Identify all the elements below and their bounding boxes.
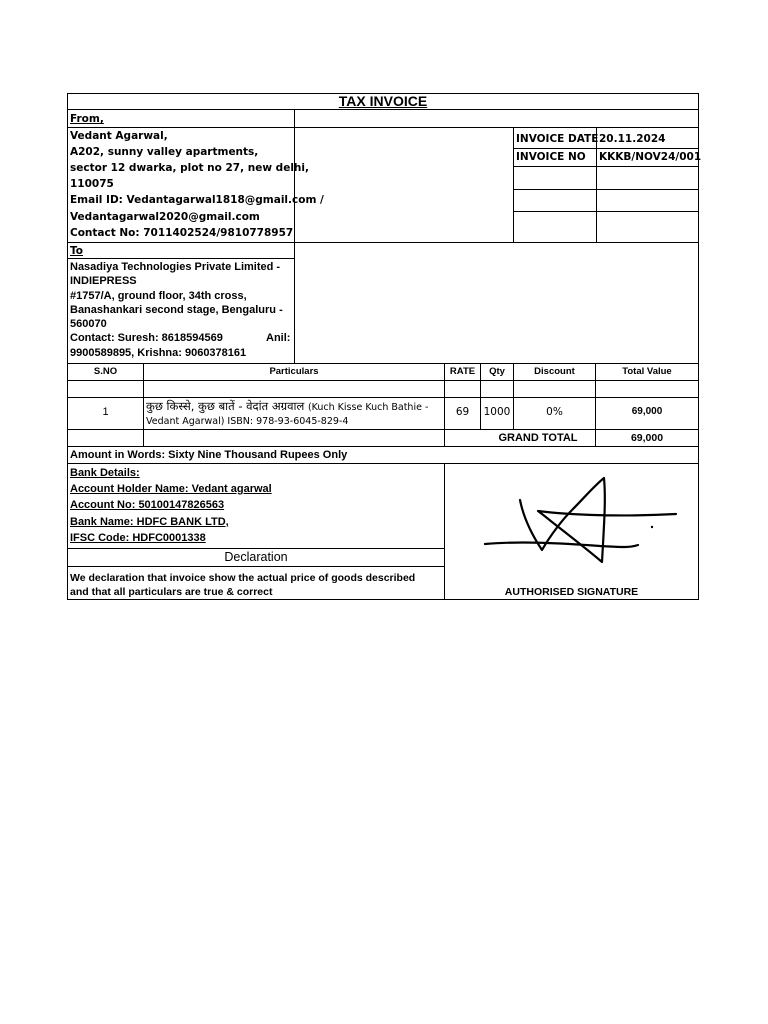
to-line: Banashankari second stage, Bengaluru - [70,304,283,316]
row-qty: 1000 [483,406,511,418]
amount-in-words: Amount in Words: Sixty Nine Thousand Rupees Only [70,449,348,461]
invoice-date-value: 20.11.2024 [599,133,666,145]
authorised-signature-label: AUTHORISED SIGNATURE [504,586,639,598]
col-header-sno: S.NO [93,366,118,377]
col-header-particulars: Particulars [269,366,319,377]
border-left [67,93,68,600]
to-heading: To [70,245,83,257]
from-heading: From, [70,113,104,125]
from-line: 110075 [70,178,114,190]
to-line: #1757/A, ground floor, 34th cross, [70,290,247,302]
col-header-rate: RATE [449,366,476,377]
from-line: sector 12 dwarka, plot no 27, new delhi, [70,162,309,174]
declaration-line1: We declaration that invoice show the actual price of goods described [70,572,416,584]
col-header-total: Total Value [622,366,672,377]
handwritten-signature [480,470,690,575]
from-email: Email ID: Vedantagarwal1818@gmail.com / [70,194,324,206]
row-particulars-line1: (Kuch Kisse Kuch Bathie - [307,402,429,413]
from-line: Vedant Agarwal, [70,130,168,142]
to-line: 560070 [70,318,107,330]
invoice-no-label: INVOICE NO [516,151,586,163]
row-sno: 1 [102,406,109,418]
row-discount: 0% [546,406,563,418]
row-total: 69,000 [631,406,663,417]
bank-ifsc: IFSC Code: HDFC0001338 [70,532,206,544]
border-right [698,93,699,600]
to-line: Nasadiya Technologies Private Limited - [70,261,281,273]
col-header-discount: Discount [534,366,575,377]
row-particulars-hindi: कुछ किस्से, कुछ बातें - वेदांत अग्रवाल [146,399,305,413]
row-rate: 69 [455,406,470,418]
from-to-divider [67,242,699,243]
declaration-heading: Declaration [224,550,288,564]
invoice-title: TAX INVOICE [338,93,428,109]
bank-heading: Bank Details: [70,467,140,479]
from-contact: Contact No: 7011402524/9810778957 [70,227,294,239]
to-line: INDIEPRESS [70,275,137,287]
border-bottom [67,599,699,600]
grand-total-value: 69,000 [630,432,664,444]
bank-holder: Account Holder Name: Vedant agarwal [70,483,272,495]
col-header-qty: Qty [489,366,505,377]
invoice-no-value: KKKB/NOV24/001 [599,151,702,163]
declaration-line2: and that all particulars are true & correct [70,586,273,598]
bank-name: Bank Name: HDFC BANK LTD, [70,516,229,528]
from-email-2: Vedantagarwal2020@gmail.com [70,211,260,223]
row-particulars-line2: Vedant Agarwal) ISBN: 978-93-6045-829-4 [146,416,349,427]
grand-total-label: GRAND TOTAL [498,432,578,444]
from-line: A202, sunny valley apartments, [70,146,259,158]
to-contact-line2: 9900589895, Krishna: 9060378161 [70,347,247,359]
bank-account: Account No: 50100147826563 [70,499,225,511]
invoice-date-label: INVOICE DATE [516,133,599,145]
to-contact: Contact: Suresh: 8618594569 [70,332,223,344]
to-contact-anil: Anil: [266,332,291,344]
